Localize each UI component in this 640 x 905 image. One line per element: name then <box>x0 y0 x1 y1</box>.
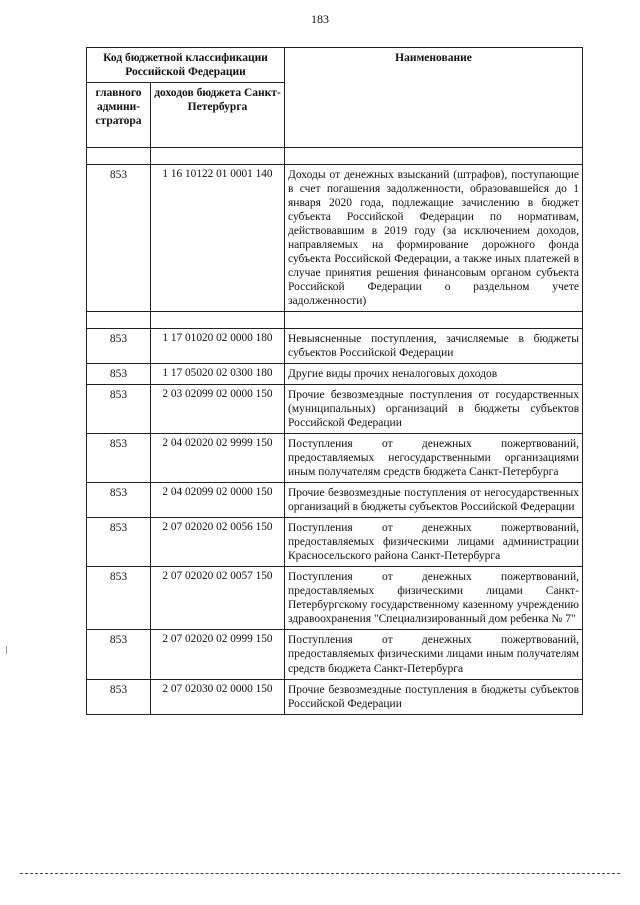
income-name: Поступления от денежных пожертвований, предоставляемых физическими лицами Санкт-Петербургскому государственному казенному учреждению здравоохранения "Специализированный дом ребенка № 7" <box>285 567 583 630</box>
income-code: 1 17 01020 02 0000 180 <box>151 329 285 364</box>
table-row <box>87 567 583 630</box>
admin-code: 853 <box>87 329 151 364</box>
income-name: Прочие безвозмездные поступления в бюджеты субъектов Российской Федерации <box>285 679 583 714</box>
admin-code: 853 <box>87 630 151 679</box>
table-row <box>87 385 583 434</box>
admin-code: 853 <box>87 679 151 714</box>
income-code: 2 04 02099 02 0000 150 <box>151 483 285 518</box>
table-row <box>87 630 583 679</box>
income-code: 1 17 05020 02 0300 180 <box>151 364 285 385</box>
income-name: Поступления от денежных пожертвований, предоставляемых физическими лицами иным получателям средств бюджета Санкт-Петербурга <box>285 630 583 679</box>
table-row <box>87 679 583 714</box>
header-admin: главного админи-стратора <box>87 83 151 148</box>
table-row <box>87 165 583 312</box>
admin-code: 853 <box>87 385 151 434</box>
admin-code: 853 <box>87 483 151 518</box>
income-code: 2 04 02020 02 9999 150 <box>151 434 285 483</box>
income-name: Поступления от денежных пожертвований, предоставляемых негосударственными организациями иным получателям средств бюджета Санкт-Петербурга <box>285 434 583 483</box>
table-row <box>87 329 583 364</box>
admin-code: 853 <box>87 567 151 630</box>
page-number: 183 <box>311 12 329 26</box>
income-name: Доходы от денежных взысканий (штрафов), поступающие в счет погашения задолженности, образовавшейся до 1 января 2020 года, подлежащие зачислению в бюджет субъекта Российской Федерации по нормативам, действовавшим в 2019 году (за исключением доходов, направляемых на формирование дорожного фонда субъекта Российской Федерации, а также иных платежей в случае принятия решения финансовым органом субъекта Российской Федерации о раздельном учете задолженности) <box>285 165 583 312</box>
income-name: Прочие безвозмездные поступления от негосударственных организаций в бюджеты субъектов Российской Федерации <box>285 483 583 518</box>
income-name: Другие виды прочих неналоговых доходов <box>285 364 583 385</box>
income-code: 2 03 02099 02 0000 150 <box>151 385 285 434</box>
income-code: 2 07 02020 02 0057 150 <box>151 567 285 630</box>
admin-code: 853 <box>87 165 151 312</box>
income-code: 2 07 02030 02 0000 150 <box>151 679 285 714</box>
admin-code: 853 <box>87 434 151 483</box>
budget-classification-table <box>86 47 583 715</box>
income-name: Поступления от денежных пожертвований, предоставляемых физическими лицами администрации Красносельского района Санкт-Петербурга <box>285 518 583 567</box>
table-row <box>87 364 583 385</box>
header-name: Наименование <box>285 48 583 148</box>
income-name: Невыясненные поступления, зачисляемые в бюджеты субъектов Российской Федерации <box>285 329 583 364</box>
table-row <box>87 434 583 483</box>
table-row <box>87 483 583 518</box>
header-income: доходов бюджета Санкт-Петербурга <box>151 83 285 148</box>
admin-code: 853 <box>87 364 151 385</box>
income-name: Прочие безвозмездные поступления от государственных (муниципальных) организаций в бюджеты субъектов Российской Федерации <box>285 385 583 434</box>
table-row <box>87 518 583 567</box>
income-code: 2 07 02020 02 0999 150 <box>151 630 285 679</box>
header-kbk: Код бюджетной классификации Российской Федерации <box>87 48 285 83</box>
scan-edge-line <box>20 873 620 874</box>
income-code: 2 07 02020 02 0056 150 <box>151 518 285 567</box>
income-code: 1 16 10122 01 0001 140 <box>151 165 285 312</box>
spacer-row <box>87 148 583 165</box>
spacer-row <box>87 312 583 329</box>
scan-mark <box>6 646 7 654</box>
admin-code: 853 <box>87 518 151 567</box>
